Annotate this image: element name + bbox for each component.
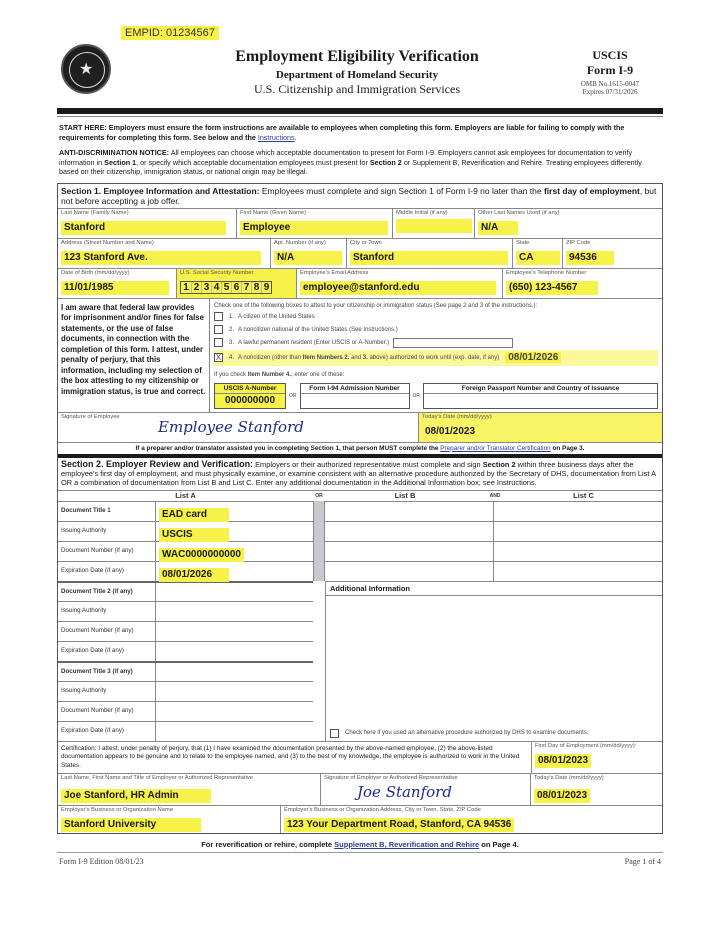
zip-label: ZIP Code [566, 239, 591, 246]
alt-procedure-option[interactable] [330, 729, 588, 738]
empid-label: EMPID: 01234567 [121, 26, 219, 40]
section-1 [57, 183, 663, 835]
document-field-value: 08/01/2026 [159, 568, 229, 582]
ssn-field[interactable] [176, 269, 296, 298]
employee-date-value: 08/01/2023 [425, 425, 476, 437]
anti-discrimination-notice [57, 148, 663, 177]
form-expiration: Expires 07/31/2026 [582, 88, 638, 96]
list-c-cell[interactable] [494, 522, 662, 541]
list-bc-row[interactable] [325, 501, 662, 521]
anti-section2-ref: Section 2 [369, 157, 402, 167]
document-row [58, 541, 313, 561]
rep-date-value: 08/01/2023 [534, 789, 590, 803]
document-field-label: Issuing Authority [58, 522, 156, 541]
list-b-cell[interactable] [325, 522, 494, 541]
document-row [58, 621, 313, 641]
address-label: Address (Street Number and Name) [61, 239, 154, 246]
anti-text-2: , or specify which acceptable documentation employees must present for [136, 157, 368, 167]
email-label: Employee's Email Address [300, 269, 369, 276]
email-value: employee@stanford.edu [300, 281, 496, 295]
option-text: A noncitizen (other than [238, 354, 302, 361]
document-row [58, 681, 313, 701]
list-a-column [58, 501, 313, 741]
status-prompt: Check one of the following boxes to attest to your citizenship or immigration status (See page 2 and 3 of the instructions.): [214, 302, 538, 309]
passport-value [424, 394, 657, 408]
list-bc-row[interactable] [325, 521, 662, 541]
section-1-first-day: first day of employment [543, 185, 640, 196]
rep-date-label: Today's Date (mm/dd/yyyy) [534, 775, 604, 781]
document-row [58, 521, 313, 541]
ssn-digit: 3 [201, 282, 211, 293]
option-number: 4. [229, 354, 235, 361]
status-option-lpr[interactable] [214, 337, 658, 349]
section-2-intro: Employers or their authorized representative must complete and sign [255, 459, 481, 469]
start-here-label: START HERE: [59, 123, 107, 132]
department-name: Department of Homeland Security [275, 69, 439, 81]
address-field[interactable] [58, 239, 270, 268]
form-id-block [565, 48, 655, 96]
anti-text-1: All employees can choose which acceptable documentation to present for Form I-9. Employers cannot ask employees for documentation to verify information in [59, 148, 633, 167]
item4-prompt-text: , enter one of these: [291, 371, 345, 378]
rep-date-field[interactable] [530, 774, 662, 805]
section-1-intro-end: , but not before accepting a job offer. [61, 185, 657, 206]
rep-signature-label: Signature of Employer or Authorized Representative [324, 775, 458, 781]
certification-text: Certification: I attest, under penalty of perjury, that (1) I have examined the documentation presented by the above-named employee, (2) the above-listed documentation appears to be genuine and to relate to the employee named, and (3) to the best of my knowledge, the employee is authorized to work in the United States. [58, 742, 532, 774]
document-field-label: Expiration Date (if any) [58, 642, 156, 661]
org-name-field[interactable] [58, 806, 280, 833]
dob-label: Date of Birth (mm/dd/yyyy) [61, 269, 130, 276]
employee-date-label: Today's Date (mm/dd/yyyy) [422, 413, 492, 420]
omb-number: OMB No.1615-0047 [580, 80, 640, 88]
option-number: 3. [229, 339, 235, 346]
phone-label: Employee's Telephone Number [506, 269, 587, 276]
list-b-header: List B [394, 490, 416, 500]
document-field-input[interactable] [156, 622, 313, 641]
dhs-seal-icon [61, 44, 111, 94]
org-address-label: Employer's Business or Organization Address, City or Town, State, ZIP Code [284, 807, 481, 813]
lpr-number-input[interactable] [393, 338, 513, 348]
document-field-input[interactable] [156, 663, 313, 681]
ssn-digit: 9 [261, 282, 271, 293]
apt-field[interactable] [270, 239, 346, 268]
page-number: Page 1 of 4 [624, 857, 661, 866]
document-field-label: Issuing Authority [58, 602, 156, 621]
section-1-intro: Employees must complete and sign Section 1 of Form I-9 no later than the [261, 185, 542, 196]
reverification-text: For reverification or rehire, complete [201, 840, 333, 849]
document-row [58, 561, 313, 581]
employee-signature: Employee Stanford [158, 417, 304, 436]
document-field-label: Document Number (if any) [58, 622, 156, 641]
city-value: Stanford [350, 251, 508, 265]
a-number-field[interactable] [214, 383, 286, 409]
document-row [58, 581, 313, 601]
or-header: OR [315, 492, 323, 499]
document-field-label: Expiration Date (if any) [58, 722, 156, 741]
additional-information-label: Additional Information [326, 582, 662, 596]
list-bc-row[interactable] [325, 541, 662, 561]
state-label: State [516, 239, 530, 246]
rep-name-value: Joe Stanford, HR Admin [61, 789, 211, 803]
ssn-digit: 8 [251, 282, 261, 293]
list-headers [58, 490, 662, 501]
ssn-digit: 4 [211, 282, 221, 293]
org-address-value: 123 Your Department Road, Stanford, CA 94536 [284, 818, 514, 832]
attestation-text: I am aware that federal law provides for imprisonment and/or fines for false statements, or the use of false documents, in connection with the completion of this form. I attest, under penalty of perjury, that this information, including my selection of the box attesting to my citizenship or immigration status, is true and correct. [58, 299, 210, 412]
document-field-input[interactable] [156, 682, 313, 701]
anti-section1-ref: Section 1 [104, 157, 137, 167]
first-day-value: 08/01/2023 [535, 754, 591, 768]
list-c-header: List C [573, 490, 594, 500]
section-2-ref: Section 2 [482, 459, 516, 469]
section-2-title: Section 2. Employer Review and Verification: [61, 458, 254, 469]
item4-prompt [214, 371, 658, 379]
ssn-digit: 6 [231, 282, 241, 293]
state-field[interactable] [512, 239, 562, 268]
list-c-cell[interactable] [494, 562, 662, 581]
status-options [210, 299, 662, 412]
document-field-label: Document Number (if any) [58, 542, 156, 561]
option-text: A lawful permanent resident (Enter USCIS or A-Number.) [238, 339, 390, 346]
preparer-certification-link[interactable]: Preparer and/or Translator Certification [440, 444, 551, 452]
or-separator [313, 501, 325, 581]
and-header: AND [489, 492, 501, 499]
a-number-value: 000000000 [215, 394, 285, 408]
foreign-passport-field[interactable] [423, 383, 658, 409]
document-row [58, 641, 313, 661]
instructions-link[interactable]: Instructions [257, 132, 295, 142]
preparer-note [58, 442, 662, 454]
org-name-value: Stanford University [61, 818, 201, 832]
phone-value: (650) 123-4567 [506, 281, 598, 295]
form-number: Form I-9 [586, 63, 634, 77]
list-a-header: List A [175, 490, 196, 500]
org-address-field[interactable] [280, 806, 662, 833]
document-field-input[interactable] [156, 602, 313, 621]
document-field-input[interactable] [156, 562, 313, 581]
option-text: above) authorized to work until (exp. date, if any) [369, 354, 500, 361]
employee-signature-label: Signature of Employee [61, 413, 120, 420]
option-text: and [351, 354, 362, 361]
checkbox-noncitizen-national[interactable] [214, 325, 223, 334]
document-field-value: USCIS [159, 528, 229, 542]
document-row [58, 601, 313, 621]
first-name-value: Employee [240, 221, 388, 235]
ssn-digit: 7 [241, 282, 251, 293]
dob-ssn-row [58, 268, 662, 298]
status-option-citizen[interactable] [214, 311, 658, 323]
city-label: City or Town [350, 239, 382, 246]
section-1-title: Section 1. Employee Information and Attestation: [61, 185, 260, 196]
checkbox-alt-procedure[interactable] [330, 729, 339, 738]
status-option-authorized-noncitizen[interactable] [214, 350, 658, 366]
zip-value: 94536 [566, 251, 614, 265]
footer-divider [57, 852, 663, 853]
middle-initial-value [396, 219, 472, 233]
option-text-bold: Item Numbers 2. [302, 354, 350, 361]
document-field-label: Expiration Date (if any) [58, 562, 156, 581]
section-1-header [58, 184, 662, 208]
a-number-label: USCIS A-Number [215, 384, 285, 394]
anti-discrimination-label: ANTI-DISCRIMINATION NOTICE: [59, 148, 170, 157]
header-divider-thin [57, 116, 663, 117]
employee-signature-field[interactable] [58, 413, 418, 442]
document-row [58, 721, 313, 741]
ssn-digit: 2 [191, 282, 201, 293]
first-day-label: First Day of Employment (mm/dd/yyyy): [535, 742, 637, 749]
reverification-note [57, 840, 663, 849]
rep-signature-field[interactable] [320, 774, 530, 805]
document-field-value: WAC0000000000 [159, 548, 244, 562]
apt-value: N/A [274, 251, 342, 265]
or-label: OR [289, 392, 297, 399]
document-field-value: EAD card [159, 508, 229, 522]
rep-name-label: Last Name, First Name and Title of Employer or Authorized Representative [61, 775, 254, 781]
reverification-text-end: on Page 4. [481, 840, 519, 849]
middle-initial-field[interactable] [392, 209, 474, 238]
form-edition: Form I-9 Edition 08/01/23 [59, 857, 144, 866]
document-field-input[interactable] [156, 642, 313, 661]
document-field-label: Document Title 3 (if any) [58, 663, 156, 681]
rep-name-field[interactable] [58, 774, 320, 805]
first-name-field[interactable] [236, 209, 392, 238]
list-b-cell[interactable] [325, 542, 494, 561]
list-bc-row[interactable] [325, 561, 662, 581]
documents-grid [58, 501, 662, 741]
document-row [58, 701, 313, 721]
list-b-cell[interactable] [325, 502, 494, 521]
other-last-names-value: N/A [478, 221, 518, 235]
document-row [58, 661, 313, 681]
uscis-label: USCIS [592, 48, 628, 62]
zip-field[interactable] [562, 239, 662, 268]
email-field[interactable] [296, 269, 502, 298]
first-day-field[interactable] [532, 742, 662, 774]
form-header [57, 28, 663, 108]
checkbox-authorized-noncitizen[interactable]: X [215, 353, 222, 362]
phone-field[interactable] [502, 269, 662, 298]
item4-prompt-text: If you check [214, 371, 247, 378]
apt-label: Apt. Number (if any) [274, 239, 326, 246]
alt-procedure-label: Check here if you used an alternative procedure authorized by DHS to examine documents. [345, 730, 589, 736]
form-title: Employment Eligibility Verification [235, 48, 479, 65]
passport-label: Foreign Passport Number and Country of Issuance [424, 384, 657, 394]
i94-label: Form I-94 Admission Number [301, 384, 409, 394]
checkbox-lpr[interactable] [214, 338, 223, 347]
document-field-label: Document Title 2 (if any) [58, 583, 156, 601]
city-field[interactable] [346, 239, 512, 268]
document-field-input[interactable] [156, 542, 313, 561]
item4-inputs [214, 383, 658, 409]
employee-signature-row [58, 412, 662, 442]
supplement-b-link[interactable]: Supplement B, Reverification and Rehire [334, 840, 480, 849]
option-text: A noncitizen national of the United States (See Instructions.) [238, 326, 398, 333]
address-row [58, 238, 662, 268]
option-text: A citizen of the United States [238, 313, 315, 320]
document-row [58, 501, 313, 521]
start-here-text: Employers must ensure the form instructions are available to employees when completing this form. Employers are liable for failing to comply with the requirements for completing this form. See below and the [59, 123, 625, 142]
middle-initial-label: Middle Initial (if any) [396, 209, 448, 216]
dob-field[interactable] [58, 269, 176, 298]
document-field-input[interactable] [156, 702, 313, 721]
document-field-label: Document Title 1 [58, 502, 156, 521]
document-field-label: Issuing Authority [58, 682, 156, 701]
item4-prompt-bold: Item Number 4. [247, 371, 292, 378]
attestation-block [58, 298, 662, 412]
option-number: 2. [229, 326, 235, 333]
employee-date-field[interactable] [418, 413, 662, 442]
state-value: CA [516, 251, 560, 265]
document-field-input[interactable] [156, 502, 313, 521]
representative-row [58, 773, 662, 805]
ssn-digits [180, 281, 272, 294]
list-bc-column [325, 501, 662, 741]
first-name-label: First Name (Given Name) [240, 209, 307, 216]
document-field-input[interactable] [156, 583, 313, 601]
section-2-header [58, 458, 662, 490]
other-last-names-label: Other Last Names Used (if any) [478, 209, 560, 216]
section-2-intro-cont: within three business days after the employee's first day of employment, and must physically examine, or examine consistent with an alternative procedure authorized by the Secretary of DHS, documentation from List A OR a combination of documentation from List B and List C. Enter any additional documentation in the Additional Information box; see Instructions. [61, 459, 656, 487]
list-b-cell[interactable] [325, 562, 494, 581]
other-last-names-field[interactable] [474, 209, 662, 238]
ssn-digit: 1 [183, 281, 189, 293]
name-row [58, 208, 662, 238]
option-text-bold: 3. [362, 354, 368, 361]
agency-name: U.S. Citizenship and Immigration Services [254, 82, 460, 96]
anti-text-3: or Supplement B, Reverification and Rehire. Treating employees differently based on their citizenship, immigration status, or national origin may be illegal. [59, 157, 642, 176]
document-field-input[interactable] [156, 522, 313, 541]
work-until-date[interactable]: 08/01/2026 [505, 352, 561, 363]
i94-value [301, 394, 409, 408]
option-number: 1. [229, 313, 235, 320]
preparer-note-text: If a preparer and/or translator assisted you in completing Section 1, that person MUST complete the [135, 444, 439, 452]
dob-value: 11/01/1985 [61, 281, 169, 295]
i9-form-page [57, 28, 663, 866]
last-name-label: Last Name (Family Name) [61, 209, 129, 216]
status-option-noncitizen-national[interactable] [214, 324, 658, 336]
list-c-cell[interactable] [494, 502, 662, 521]
org-name-label: Employer's Business or Organization Name [61, 807, 173, 813]
page-footer [57, 857, 663, 866]
last-name-value: Stanford [61, 221, 226, 235]
start-here-notice: START HERE: Employers must ensure the form instructions are available to employees when completing this form. Employers are liable for failing to comply with the requirements for completing this form. See below and the Instructions. [59, 123, 625, 142]
header-divider [57, 108, 663, 114]
checkbox-citizen[interactable] [214, 312, 223, 321]
preparer-note-end: on Page 3. [552, 444, 585, 452]
address-value: 123 Stanford Ave. [61, 251, 261, 265]
last-name-field[interactable] [58, 209, 236, 238]
additional-information-box[interactable] [325, 581, 662, 741]
certification-row [58, 741, 662, 774]
organization-row [58, 805, 662, 833]
ssn-label: U.S. Social Security Number [180, 269, 254, 276]
i94-number-field[interactable] [300, 383, 410, 409]
or-label: OR [412, 392, 420, 399]
ssn-digit: 5 [221, 282, 231, 293]
rep-signature: Joe Stanford [357, 783, 452, 801]
list-c-cell[interactable] [494, 542, 662, 561]
document-field-input[interactable] [156, 722, 313, 741]
document-field-label: Document Number (if any) [58, 702, 156, 721]
title-block [207, 48, 507, 97]
